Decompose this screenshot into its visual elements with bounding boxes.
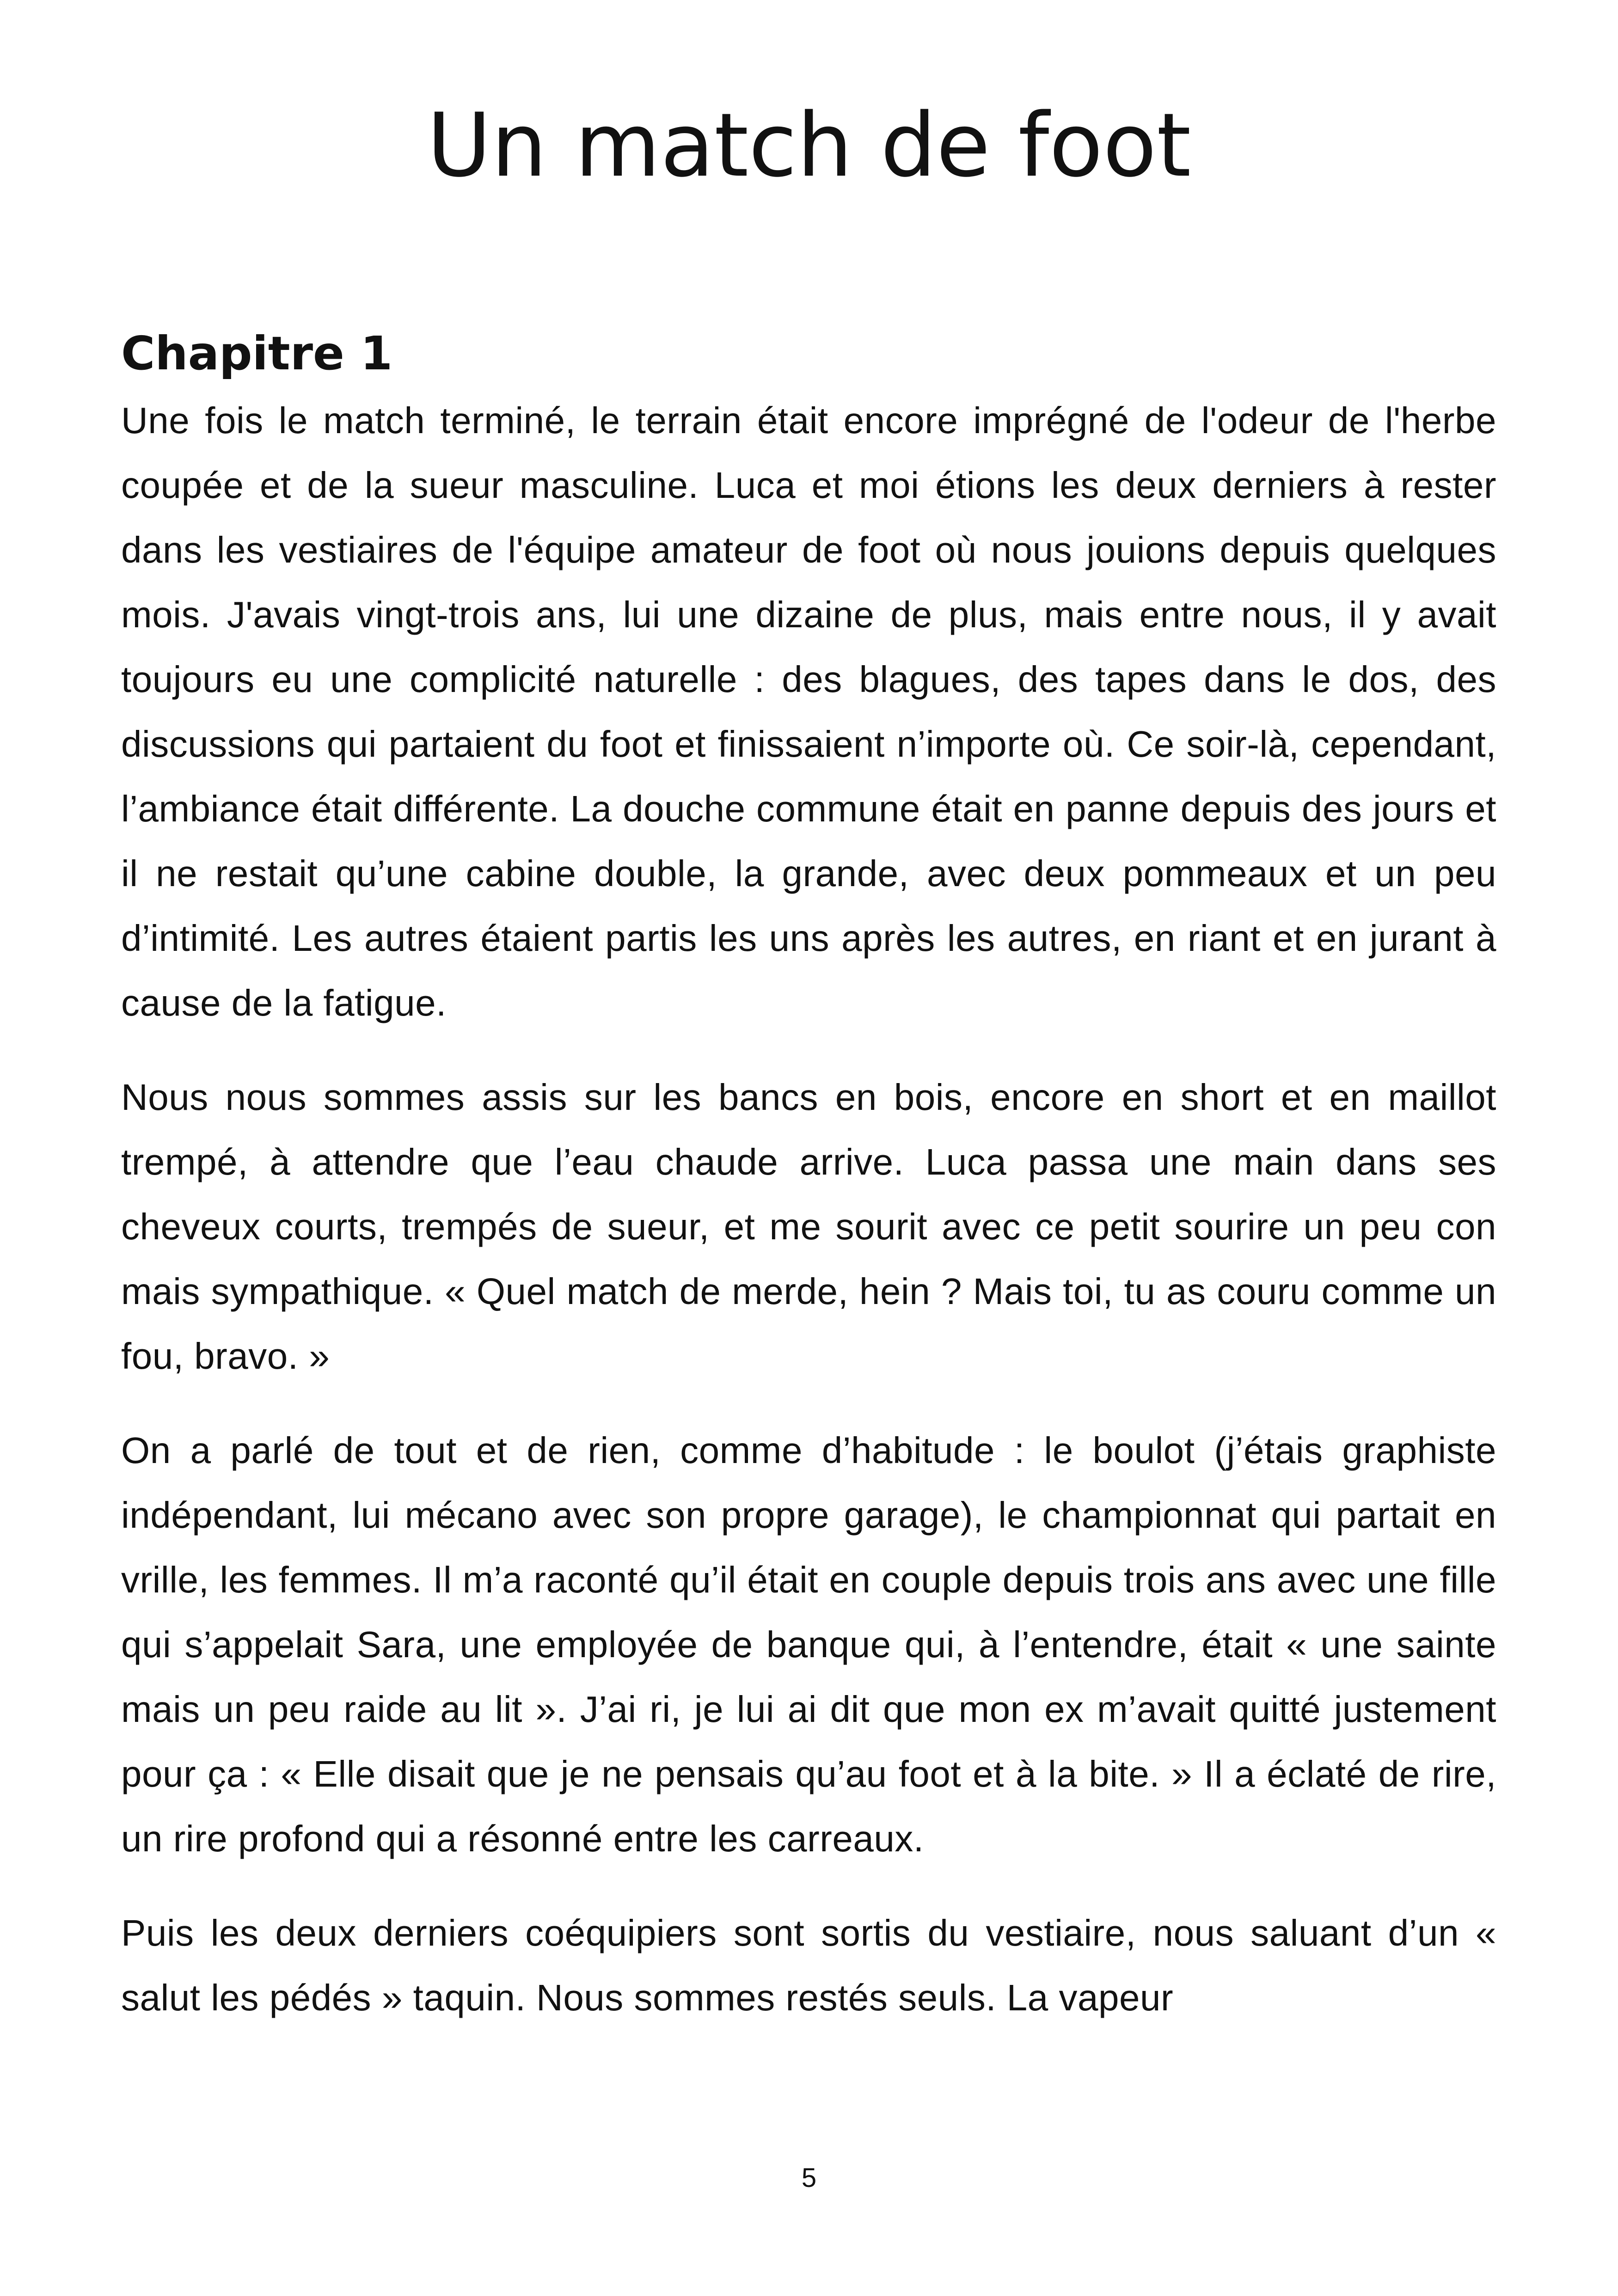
paragraph-2: Nous nous sommes assis sur les bancs en bois, encore en short et en maillot trempé, à attendre que l’eau chaude arrive. Luca passa une main dans ses cheveux courts, trempés de sueur, et me sourit avec ce petit sourire un peu con mais sympathique. « Quel match de merde, hein ? Mais toi, tu as couru comme un fou, bravo. » xyxy=(121,1077,1496,1377)
book-title: Un match de foot xyxy=(427,94,1191,196)
paragraph-3: On a parlé de tout et de rien, comme d’habitude : le boulot (j’étais graphiste indépendant, lui mécano avec son propre garage), le championnat qui partait en vrille, les femmes. Il m’a raconté qu’il était en couple depuis trois ans avec une fille qui s’appelait Sara, une employée de banque qui, à l’entendre, était « une sainte mais un peu raide au lit ». J’ai ri, je lui ai dit que mon ex m’avait quitté justement pour ça : « Elle disait que je ne pensais qu’au foot et à la bite. » Il a éclaté de rire, un rire profond qui a résonné entre les carreaux. xyxy=(121,1430,1496,1859)
chapter-heading: Chapitre 1 xyxy=(121,326,393,380)
paragraph-4: Puis les deux derniers coéquipiers sont sortis du vestiaire, nous saluant d’un « salut les pédés » taquin. Nous sommes restés seuls. La vapeur xyxy=(121,1912,1496,2018)
paragraph-1: Une fois le match terminé, le terrain était encore imprégné de l'odeur de l'herbe coupée et de la sueur masculine. Luca et moi étions les deux derniers à rester dans les vestiaires de l'équipe amateur de foot où nous jouions depuis quelques mois. J'avais vingt-trois ans, lui une dizaine de plus, mais entre nous, il y avait toujours eu une complicité naturelle : des blagues, des tapes dans le dos, des discussions qui partaient du foot et finissaient n’importe où. Ce soir-là, cependant, l’ambiance était différente. La douche commune était en panne depuis des jours et il ne restait qu’une cabine double, la grande, avec deux pommeaux et un peu d’intimité. Les autres étaient partis les uns après les autres, en riant et en jurant à cause de la fatigue. xyxy=(121,400,1496,1023)
page-content xyxy=(121,319,1496,2030)
page-number: 5 xyxy=(801,2163,817,2193)
